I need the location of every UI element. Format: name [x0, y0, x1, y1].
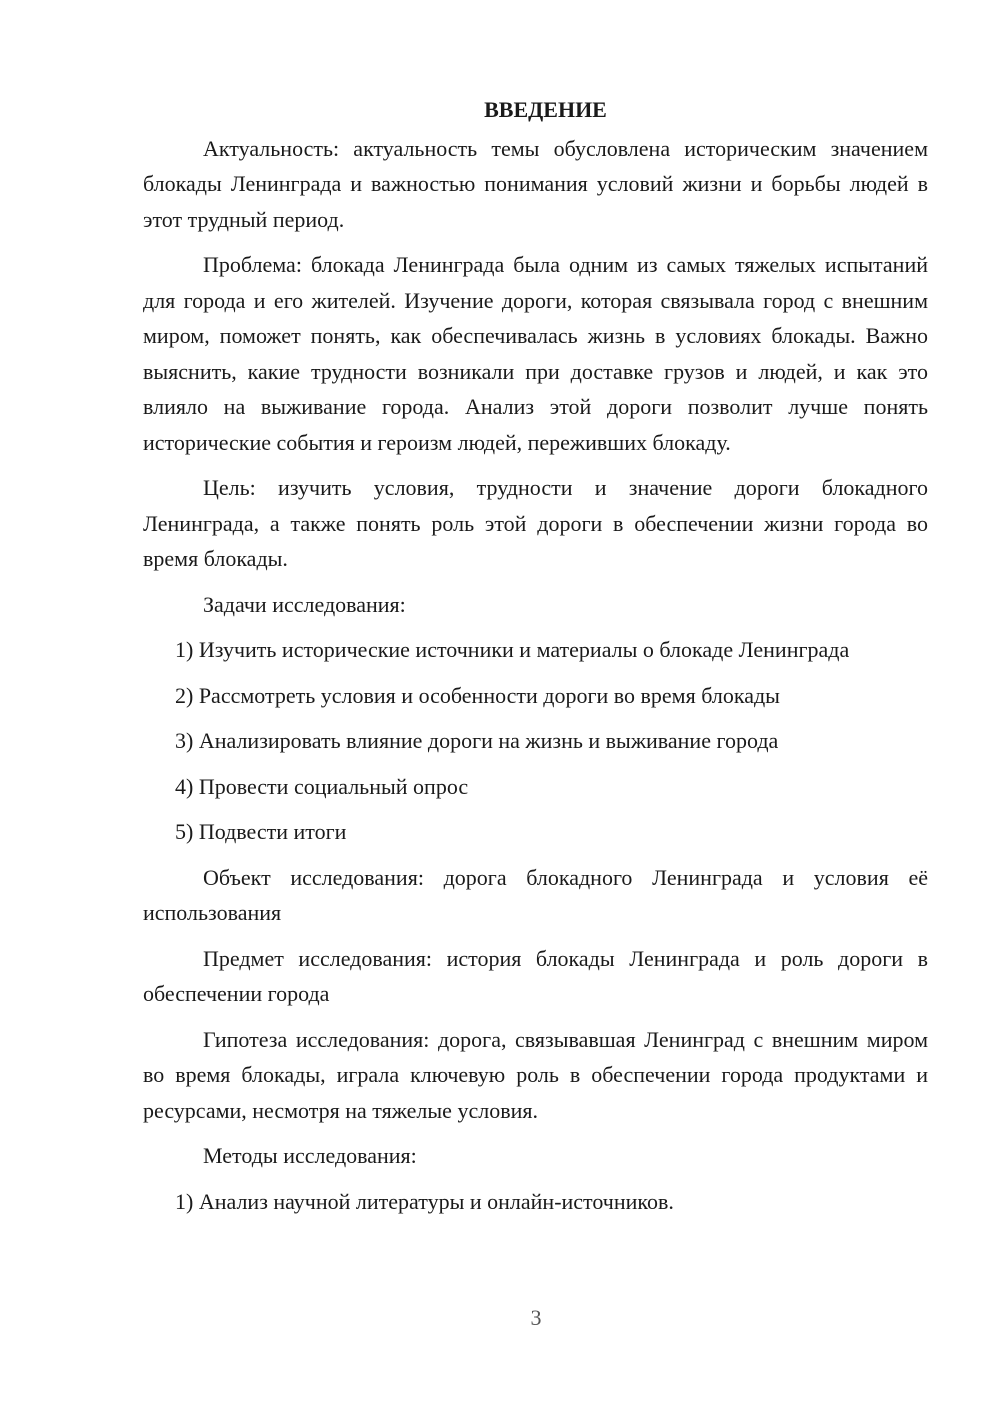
- method-item: 1) Анализ научной литературы и онлайн-источников.: [175, 1188, 674, 1214]
- task-item: 2) Рассмотреть условия и особенности дороги во время блокады: [175, 682, 780, 708]
- object-paragraph: Объект исследования: дорога блокадного Ленинграда и условия её использования: [143, 864, 928, 925]
- task-item: 4) Провести социальный опрос: [175, 773, 469, 799]
- document-page: [143, 92, 928, 1229]
- hypothesis-paragraph: Гипотеза исследования: дорога, связывавшая Ленинград с внешним миром во время блокады, играла ключевую роль в обеспечении города продуктами и ресурсами, несмотря на тяжелые условия.: [143, 1026, 928, 1123]
- tasks-heading: Задачи исследования:: [203, 591, 406, 617]
- page-number: 3: [530, 1305, 542, 1330]
- relevance-paragraph: Актуальность: актуальность темы обусловлена историческим значением блокады Ленинграда и важностью понимания условий жизни и борьбы людей в этот трудный период.: [143, 135, 928, 232]
- task-item: 1) Изучить исторические источники и материалы о блокаде Ленинграда: [175, 637, 850, 662]
- goal-paragraph: Цель: изучить условия, трудности и значение дороги блокадного Ленинграда, а также понять роль этой дороги в обеспечении жизни города во время блокады.: [143, 475, 928, 571]
- problem-paragraph: Проблема: блокада Ленинграда была одним из самых тяжелых испытаний для города и его жителей. Изучение дороги, которая связывала город с внешним миром, поможет понять, как обеспечивалась жизнь в условиях блокады. Важно выяснить, какие трудности возникали при доставке грузов и людей, и как это влияло на выживание города. Анализ этой дороги позволит лучше понять исторические события и героизм людей, переживших блокаду.: [143, 252, 928, 455]
- subject-paragraph: Предмет исследования: история блокады Ленинграда и роль дороги в обеспечении города: [143, 945, 928, 1006]
- task-item: 5) Подвести итоги: [175, 819, 347, 844]
- methods-heading: Методы исследования:: [203, 1143, 417, 1168]
- section-title: ВВЕДЕНИЕ: [484, 97, 607, 122]
- task-item: 3) Анализировать влияние дороги на жизнь и выживание города: [175, 728, 779, 753]
